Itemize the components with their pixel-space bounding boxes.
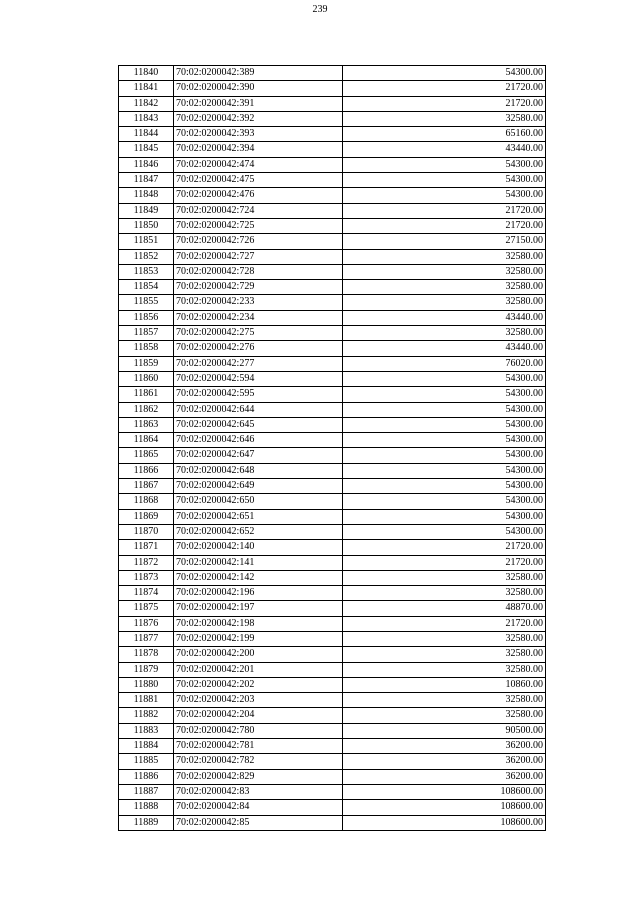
table-row (119, 249, 546, 264)
table-row (119, 142, 546, 157)
table-row (119, 693, 546, 708)
table-row (119, 739, 546, 754)
row-number-cell: 11873 (119, 570, 174, 585)
value-cell: 54300.00 (343, 463, 546, 478)
row-number-cell: 11869 (119, 509, 174, 524)
cadastral-number-cell: 70:02:0200042:391 (174, 96, 343, 111)
value-cell: 65160.00 (343, 127, 546, 142)
row-number-cell: 11849 (119, 203, 174, 218)
cadastral-number-cell: 70:02:0200042:652 (174, 524, 343, 539)
cadastral-number-cell: 70:02:0200042:725 (174, 218, 343, 233)
table-row (119, 127, 546, 142)
cadastral-number-cell: 70:02:0200042:142 (174, 570, 343, 585)
value-cell: 32580.00 (343, 111, 546, 126)
table-row (119, 280, 546, 295)
value-cell: 43440.00 (343, 310, 546, 325)
cadastral-number-cell: 70:02:0200042:729 (174, 280, 343, 295)
table-row (119, 203, 546, 218)
row-number-cell: 11852 (119, 249, 174, 264)
value-cell: 54300.00 (343, 494, 546, 509)
cadastral-number-cell: 70:02:0200042:276 (174, 341, 343, 356)
table-row (119, 463, 546, 478)
page-number: 239 (312, 4, 328, 15)
table-row (119, 81, 546, 96)
value-cell: 36200.00 (343, 739, 546, 754)
value-cell: 48870.00 (343, 601, 546, 616)
cadastral-number-cell: 70:02:0200042:394 (174, 142, 343, 157)
value-cell: 21720.00 (343, 616, 546, 631)
table-row (119, 586, 546, 601)
table-row (119, 356, 546, 371)
value-cell: 54300.00 (343, 479, 546, 494)
table-row (119, 479, 546, 494)
table-row (119, 555, 546, 570)
table-row (119, 662, 546, 677)
row-number-cell: 11863 (119, 417, 174, 432)
cadastral-number-cell: 70:02:0200042:275 (174, 326, 343, 341)
value-cell: 54300.00 (343, 188, 546, 203)
table-row (119, 96, 546, 111)
row-number-cell: 11858 (119, 341, 174, 356)
table-row (119, 188, 546, 203)
cadastral-number-cell: 70:02:0200042:201 (174, 662, 343, 677)
value-cell: 108600.00 (343, 815, 546, 830)
cadastral-number-cell: 70:02:0200042:196 (174, 586, 343, 601)
value-cell: 21720.00 (343, 218, 546, 233)
table-row (119, 754, 546, 769)
registry-table (118, 65, 546, 831)
value-cell: 36200.00 (343, 769, 546, 784)
row-number-cell: 11854 (119, 280, 174, 295)
value-cell: 54300.00 (343, 524, 546, 539)
value-cell: 108600.00 (343, 800, 546, 815)
value-cell: 36200.00 (343, 754, 546, 769)
value-cell: 54300.00 (343, 66, 546, 81)
cadastral-number-cell: 70:02:0200042:198 (174, 616, 343, 631)
table-row (119, 448, 546, 463)
table-row (119, 341, 546, 356)
row-number-cell: 11877 (119, 631, 174, 646)
value-cell: 32580.00 (343, 708, 546, 723)
cadastral-number-cell: 70:02:0200042:829 (174, 769, 343, 784)
table-row (119, 402, 546, 417)
cadastral-number-cell: 70:02:0200042:203 (174, 693, 343, 708)
row-number-cell: 11886 (119, 769, 174, 784)
value-cell: 54300.00 (343, 402, 546, 417)
cadastral-number-cell: 70:02:0200042:277 (174, 356, 343, 371)
row-number-cell: 11872 (119, 555, 174, 570)
row-number-cell: 11860 (119, 371, 174, 386)
cadastral-number-cell: 70:02:0200042:780 (174, 723, 343, 738)
row-number-cell: 11880 (119, 677, 174, 692)
row-number-cell: 11887 (119, 784, 174, 799)
row-number-cell: 11867 (119, 479, 174, 494)
cadastral-number-cell: 70:02:0200042:233 (174, 295, 343, 310)
cadastral-number-cell: 70:02:0200042:475 (174, 173, 343, 188)
row-number-cell: 11866 (119, 463, 174, 478)
table-row (119, 723, 546, 738)
cadastral-number-cell: 70:02:0200042:595 (174, 387, 343, 402)
cadastral-number-cell: 70:02:0200042:728 (174, 264, 343, 279)
row-number-cell: 11864 (119, 433, 174, 448)
cadastral-number-cell: 70:02:0200042:202 (174, 677, 343, 692)
value-cell: 76020.00 (343, 356, 546, 371)
row-number-cell: 11856 (119, 310, 174, 325)
row-number-cell: 11853 (119, 264, 174, 279)
row-number-cell: 11857 (119, 326, 174, 341)
value-cell: 21720.00 (343, 81, 546, 96)
cadastral-number-cell: 70:02:0200042:649 (174, 479, 343, 494)
table-row (119, 784, 546, 799)
row-number-cell: 11884 (119, 739, 174, 754)
cadastral-number-cell: 70:02:0200042:726 (174, 234, 343, 249)
value-cell: 32580.00 (343, 586, 546, 601)
table-row (119, 218, 546, 233)
row-number-cell: 11881 (119, 693, 174, 708)
value-cell: 32580.00 (343, 249, 546, 264)
row-number-cell: 11874 (119, 586, 174, 601)
row-number-cell: 11846 (119, 157, 174, 172)
table-row (119, 769, 546, 784)
table-row (119, 800, 546, 815)
value-cell: 32580.00 (343, 662, 546, 677)
table-row (119, 677, 546, 692)
row-number-cell: 11885 (119, 754, 174, 769)
row-number-cell: 11843 (119, 111, 174, 126)
value-cell: 54300.00 (343, 173, 546, 188)
value-cell: 43440.00 (343, 341, 546, 356)
row-number-cell: 11855 (119, 295, 174, 310)
cadastral-number-cell: 70:02:0200042:85 (174, 815, 343, 830)
value-cell: 32580.00 (343, 326, 546, 341)
cadastral-number-cell: 70:02:0200042:83 (174, 784, 343, 799)
cadastral-number-cell: 70:02:0200042:199 (174, 631, 343, 646)
value-cell: 21720.00 (343, 540, 546, 555)
value-cell: 21720.00 (343, 96, 546, 111)
cadastral-number-cell: 70:02:0200042:727 (174, 249, 343, 264)
value-cell: 21720.00 (343, 203, 546, 218)
cadastral-number-cell: 70:02:0200042:651 (174, 509, 343, 524)
table-row (119, 815, 546, 830)
table-row (119, 631, 546, 646)
value-cell: 54300.00 (343, 509, 546, 524)
table-row (119, 509, 546, 524)
value-cell: 21720.00 (343, 555, 546, 570)
value-cell: 32580.00 (343, 693, 546, 708)
row-number-cell: 11844 (119, 127, 174, 142)
row-number-cell: 11865 (119, 448, 174, 463)
value-cell: 32580.00 (343, 280, 546, 295)
value-cell: 43440.00 (343, 142, 546, 157)
value-cell: 10860.00 (343, 677, 546, 692)
row-number-cell: 11876 (119, 616, 174, 631)
row-number-cell: 11889 (119, 815, 174, 830)
table-row (119, 234, 546, 249)
row-number-cell: 11845 (119, 142, 174, 157)
table-row (119, 494, 546, 509)
cadastral-number-cell: 70:02:0200042:234 (174, 310, 343, 325)
table-row (119, 310, 546, 325)
table-row (119, 433, 546, 448)
row-number-cell: 11847 (119, 173, 174, 188)
table-row (119, 173, 546, 188)
cadastral-number-cell: 70:02:0200042:197 (174, 601, 343, 616)
row-number-cell: 11883 (119, 723, 174, 738)
cadastral-number-cell: 70:02:0200042:645 (174, 417, 343, 432)
cadastral-number-cell: 70:02:0200042:393 (174, 127, 343, 142)
cadastral-number-cell: 70:02:0200042:648 (174, 463, 343, 478)
cadastral-number-cell: 70:02:0200042:474 (174, 157, 343, 172)
table-row (119, 647, 546, 662)
cadastral-number-cell: 70:02:0200042:724 (174, 203, 343, 218)
row-number-cell: 11840 (119, 66, 174, 81)
cadastral-number-cell: 70:02:0200042:140 (174, 540, 343, 555)
table-row (119, 326, 546, 341)
cadastral-number-cell: 70:02:0200042:389 (174, 66, 343, 81)
value-cell: 32580.00 (343, 295, 546, 310)
value-cell: 54300.00 (343, 387, 546, 402)
row-number-cell: 11878 (119, 647, 174, 662)
cadastral-number-cell: 70:02:0200042:646 (174, 433, 343, 448)
value-cell: 54300.00 (343, 157, 546, 172)
cadastral-number-cell: 70:02:0200042:141 (174, 555, 343, 570)
row-number-cell: 11882 (119, 708, 174, 723)
table-row (119, 66, 546, 81)
row-number-cell: 11859 (119, 356, 174, 371)
row-number-cell: 11851 (119, 234, 174, 249)
table-row (119, 524, 546, 539)
table-row (119, 540, 546, 555)
row-number-cell: 11848 (119, 188, 174, 203)
value-cell: 54300.00 (343, 433, 546, 448)
registry-table-body (119, 66, 546, 831)
cadastral-number-cell: 70:02:0200042:644 (174, 402, 343, 417)
row-number-cell: 11888 (119, 800, 174, 815)
row-number-cell: 11879 (119, 662, 174, 677)
row-number-cell: 11868 (119, 494, 174, 509)
table-row (119, 601, 546, 616)
row-number-cell: 11861 (119, 387, 174, 402)
table-row (119, 387, 546, 402)
cadastral-number-cell: 70:02:0200042:204 (174, 708, 343, 723)
cadastral-number-cell: 70:02:0200042:647 (174, 448, 343, 463)
table-row (119, 417, 546, 432)
value-cell: 90500.00 (343, 723, 546, 738)
value-cell: 108600.00 (343, 784, 546, 799)
cadastral-number-cell: 70:02:0200042:390 (174, 81, 343, 96)
cadastral-number-cell: 70:02:0200042:392 (174, 111, 343, 126)
table-row (119, 157, 546, 172)
cadastral-number-cell: 70:02:0200042:476 (174, 188, 343, 203)
value-cell: 32580.00 (343, 570, 546, 585)
row-number-cell: 11842 (119, 96, 174, 111)
row-number-cell: 11850 (119, 218, 174, 233)
row-number-cell: 11871 (119, 540, 174, 555)
cadastral-number-cell: 70:02:0200042:594 (174, 371, 343, 386)
cadastral-number-cell: 70:02:0200042:84 (174, 800, 343, 815)
table-row (119, 111, 546, 126)
value-cell: 54300.00 (343, 371, 546, 386)
table-row (119, 371, 546, 386)
table-row (119, 264, 546, 279)
value-cell: 32580.00 (343, 631, 546, 646)
cadastral-number-cell: 70:02:0200042:781 (174, 739, 343, 754)
table-row (119, 570, 546, 585)
table-row (119, 616, 546, 631)
row-number-cell: 11870 (119, 524, 174, 539)
value-cell: 32580.00 (343, 647, 546, 662)
cadastral-number-cell: 70:02:0200042:782 (174, 754, 343, 769)
row-number-cell: 11875 (119, 601, 174, 616)
row-number-cell: 11862 (119, 402, 174, 417)
row-number-cell: 11841 (119, 81, 174, 96)
cadastral-number-cell: 70:02:0200042:650 (174, 494, 343, 509)
value-cell: 27150.00 (343, 234, 546, 249)
value-cell: 54300.00 (343, 417, 546, 432)
cadastral-number-cell: 70:02:0200042:200 (174, 647, 343, 662)
value-cell: 54300.00 (343, 448, 546, 463)
table-row (119, 295, 546, 310)
value-cell: 32580.00 (343, 264, 546, 279)
table-row (119, 708, 546, 723)
